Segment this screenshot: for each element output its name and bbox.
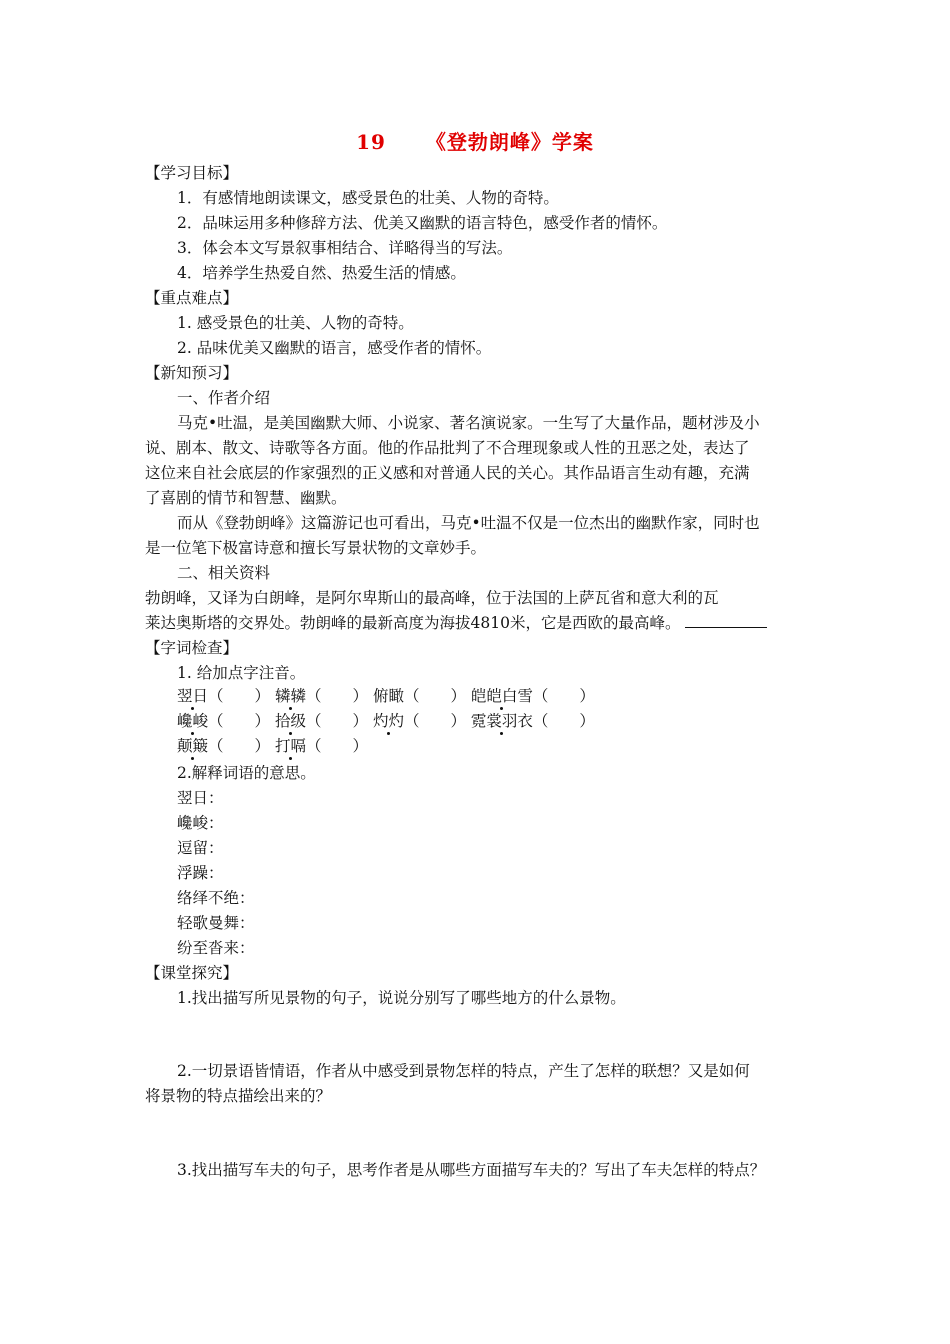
subheading-materials: 二、相关资料: [177, 564, 271, 582]
inquiry-question-2: 2.一切景语皆情语，作者从中感受到景物怎样的特点，产生了怎样的联想？又是如何: [177, 1062, 750, 1080]
pinyin-blank: （ ）: [403, 687, 466, 705]
definition-item: 轻歌曼舞：: [177, 914, 255, 932]
vocab-word: 辚辚: [274, 687, 306, 705]
answer-blank: [685, 613, 767, 628]
objective-item: 3．体会本文写景叙事相结合、详略得当的写法。: [177, 239, 513, 257]
lesson-number: 19: [356, 130, 386, 154]
objective-item: 4．培养学生热爱自然、热爱生活的情感。: [177, 264, 466, 282]
pinyin-blank: （ ）: [305, 712, 368, 730]
materials-paragraph-line: 勃朗峰，又译为白朗峰，是阿尔卑斯山的最高峰，位于法国的上萨瓦省和意大利的瓦: [145, 589, 719, 607]
lesson-title: 《登勃朗峰》学案: [425, 130, 594, 154]
section-heading-preview: 【新知预习】: [145, 364, 239, 382]
pinyin-row: [177, 711, 595, 731]
vocab-word: 颠簸: [177, 737, 209, 755]
vocab-word: 俯瞰: [372, 687, 404, 705]
definition-item: 逗留：: [177, 839, 224, 857]
objective-item: 2．品味运用多种修辞方法、优美又幽默的语言特色，感受作者的情怀。: [177, 214, 668, 232]
vocab-word: 打嗝: [274, 737, 306, 755]
definition-item: 巉峻：: [177, 814, 224, 832]
section-heading-objectives: 【学习目标】: [145, 164, 239, 182]
pinyin-row: [177, 736, 368, 756]
author-paragraph-line: 说、剧本、散文、诗歌等各方面。他的作品批判了不合理现象或人性的丑恶之处，表达了: [145, 439, 750, 457]
pinyin-blank: （ ）: [208, 737, 271, 755]
pinyin-blank: （ ）: [208, 712, 271, 730]
author-paragraph2-line: 是一位笔下极富诗意和擅长写景状物的文章妙手。: [145, 539, 487, 557]
materials-text: 莱达奥斯塔的交界处。勃朗峰的最新高度为海拔4810米，它是西欧的最高峰。: [145, 614, 681, 632]
author-paragraph2-line: 而从《登勃朗峰》这篇游记也可看出，马克•吐温不仅是一位杰出的幽默作家，同时也: [177, 514, 760, 532]
page-title: [0, 126, 950, 155]
vocab-word: 灼灼: [372, 712, 404, 730]
inquiry-question-3: 3.找出描写车夫的句子，思考作者是从哪些方面描写车夫的？写出了车夫怎样的特点？: [177, 1161, 766, 1179]
definition-item: 纷至沓来：: [177, 939, 255, 957]
section-heading-inquiry: 【课堂探究】: [145, 964, 239, 982]
pinyin-blank: （ ）: [305, 737, 368, 755]
vocab-word: 翌日: [177, 687, 209, 705]
author-paragraph-line: 这位来自社会底层的作家强烈的正义感和对普通人民的关心。其作品语言生动有趣，充满: [145, 464, 750, 482]
inquiry-question-1: 1.找出描写所见景物的句子，说说分别写了哪些地方的什么景物。: [177, 989, 626, 1007]
pinyin-blank: （ ）: [532, 712, 595, 730]
author-paragraph-line: 马克•吐温，是美国幽默大师、小说家、著名演说家。一生写了大量作品，题材涉及小: [177, 414, 760, 432]
pinyin-blank: （ ）: [208, 687, 271, 705]
pinyin-blank: （ ）: [305, 687, 368, 705]
author-paragraph-line: 了喜剧的情节和智慧、幽默。: [145, 489, 347, 507]
vocab-word: 皑皑白雪: [470, 687, 533, 705]
vocab-word: 霓裳羽衣: [470, 712, 533, 730]
definition-item: 翌日：: [177, 789, 224, 807]
vocab-word: 拾级: [274, 712, 306, 730]
vocab-question-1: 1. 给加点字注音。: [177, 664, 306, 682]
pinyin-blank: （ ）: [403, 712, 466, 730]
pinyin-row: [177, 686, 595, 706]
section-heading-vocab: 【字词检查】: [145, 639, 239, 657]
keypoint-item: 2. 品味优美又幽默的语言，感受作者的情怀。: [177, 339, 492, 357]
inquiry-question-2-cont: 将景物的特点描绘出来的？: [145, 1087, 332, 1105]
definition-item: 浮躁：: [177, 864, 224, 882]
vocab-question-2: 2.解释词语的意思。: [177, 764, 316, 782]
vocab-word: 巉峻: [177, 712, 209, 730]
keypoint-item: 1. 感受景色的壮美、人物的奇特。: [177, 314, 414, 332]
section-heading-keypoints: 【重点难点】: [145, 289, 239, 307]
materials-paragraph-line: [145, 613, 767, 633]
definition-item: 络绎不绝：: [177, 889, 255, 907]
pinyin-blank: （ ）: [532, 687, 595, 705]
objective-item: 1．有感情地朗读课文，感受景色的壮美、人物的奇特。: [177, 189, 559, 207]
subheading-author: 一、作者介绍: [177, 389, 271, 407]
